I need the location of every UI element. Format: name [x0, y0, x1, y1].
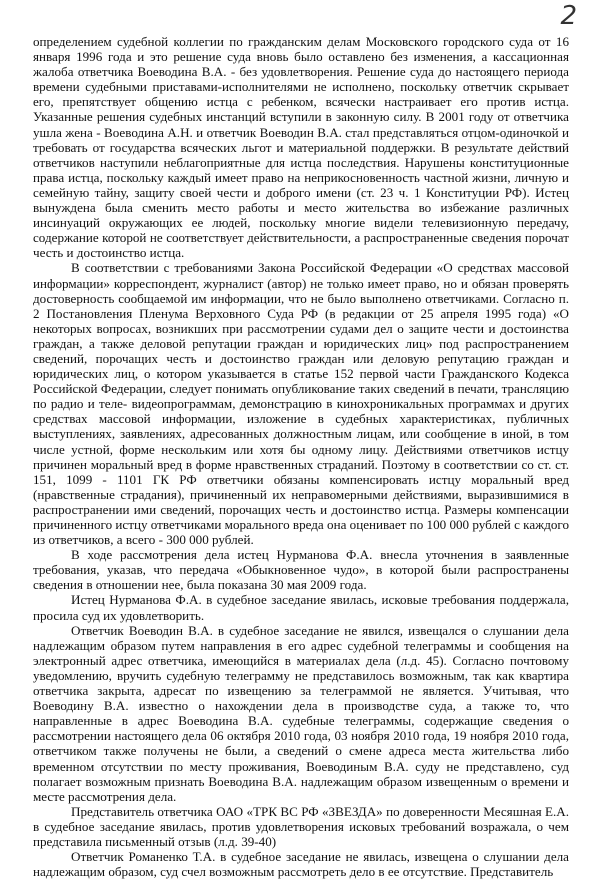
page-number: 2 — [560, 1, 577, 31]
paragraph: Истец Нурманова Ф.А. в судебное заседание явилась, исковые требования поддержала, просила суд их удовлетворить. — [33, 592, 569, 623]
paragraph: Представитель ответчика ОАО «ТРК ВС РФ «ЗВЕЗДА» по доверенности Месяшная Е.А. в судебное заседание явилась, против удовлетворения исковых требований возражала, о чем представила письменный отзыв (л.д. 39-40) — [33, 803, 569, 849]
paragraph: В ходе рассмотрения дела истец Нурманова Ф.А. внесла уточнения в заявленные требования, указав, что передача «Обыкновенное чудо», в которой были распространены сведения в отношении нее, была показана 30 мая 2009 года. — [33, 547, 569, 593]
paragraph: В соответствии с требованиями Закона Российской Федерации «О средствах массовой информации» корреспондент, журналист (автор) не только имеет право, но и обязан проверять достоверность сообщаемой им информации, что не было выполнено ответчиками. Согласно п. 2 Постановления Пленума Верховного Суда РФ (в редакции от 25 апреля 1995 года) «О некоторых вопросах, возникших при рассмотрении судами дел о защите чести и достоинства граждан, а также деловой репутации граждан и юридических лиц» под распространением сведений, порочащих честь и достоинство граждан или деловую репутацию граждан и юридических лиц, о котором указывается в статье 152 первой части Гражданского Кодекса Российской Федерации, следует понимать опубликование таких сведений в печати, трансляцию по радио и теле- видеопрограммам, демонстрацию в кинохроникальных программах и других средствах массовой информации, изложение в судебных характеристиках, публичных выступлениях, заявлениях, адресованных должностным лицам, или сообщение в иной, в том числе устной, форме нескольким или хотя бы одному лицу. Действиями ответчиков истцу причинен моральный вред в форме нравственных страданий. Поэтому в соответствии со ст. ст. 151, 1099 - 1101 ГК РФ ответчики обязаны компенсировать истцу моральный вред (нравственные страдания), причиненный их неправомерными действиями, выразившимися в распространении ими сведений, порочащих честь и достоинство истца. Размеры компенсации причиненного истцу ответчиками морального вреда она оценивает по 100 000 рублей с каждого из ответчиков, а всего - 300 000 рублей. — [33, 260, 569, 548]
document-body — [33, 34, 569, 879]
paragraph: определением судебной коллегии по гражданским делам Московского городского суда от 16 января 1996 года и это решение суда вновь было оставлено без изменения, а кассационная жалоба ответчика Воеводина В.А. - без удовлетворения. Решение суда до настоящего периода времени судебными приставами-исполнителями не исполнено, поскольку ответчик скрывает его, препятствует общению истца с ребенком, всячески настраивает его против истца. Указанные решения судебных инстанций вступили в законную силу. В 2001 году от ответчика ушла жена - Воеводина А.Н. и ответчик Воеводин В.А. стал представляться отцом-одиночкой и требовать от государства всяческих льгот и материальной поддержки. В результате действий ответчиков наступили неблагоприятные для истца последствия. Нарушены конституционные права истца, поскольку каждый имеет право на неприкосновенность частной жизни, личную и семейную тайну, защиту своей чести и доброго имени (ст. 23 ч. 1 Конституции РФ). Истец вынуждена была сменить место работы и место жительства во избежание различных инсинуаций окружающих ее людей, поскольку многие видели телевизионную передачу, содержание которой не соответствует действительности, а распространенные сведения порочат честь и достоинство истца. — [33, 34, 569, 261]
paragraph: Ответчик Романенко Т.А. в судебное заседание не явилась, извещена о слушании дела надлежащим образом, суд счел возможным рассмотреть дело в ее отсутствие. Представитель — [33, 849, 569, 880]
paragraph: Ответчик Воеводин В.А. в судебное заседание не явился, извещался о слушании дела надлежащим образом путем направления в его адрес судебной телеграммы и сообщения на электронный адрес ответчика, имеющийся в материалах дела (л.д. 45). Согласно почтовому уведомлению, вручить судебную телеграмму не представилось возможным, так как квартира ответчика закрыта, адресат по извещению за телеграммой не является. Учитывая, что Воеводину В.А. известно о нахождении дела в производстве суда, а также то, что направленные в адрес Воеводина В.А. судебные телеграммы, содержащие сведения о рассмотрении настоящего дела 06 октября 2010 года, 03 ноября 2010 года, 19 ноября 2010 года, ответчиком также получены не были, а сведений о смене адреса места жительства либо временном отсутствии по месту проживания, Воеводиным В.А. суду не представлено, суд полагает возможным признать Воеводина В.А. надлежащим образом извещенным о времени и месте рассмотрения дела. — [33, 622, 569, 804]
